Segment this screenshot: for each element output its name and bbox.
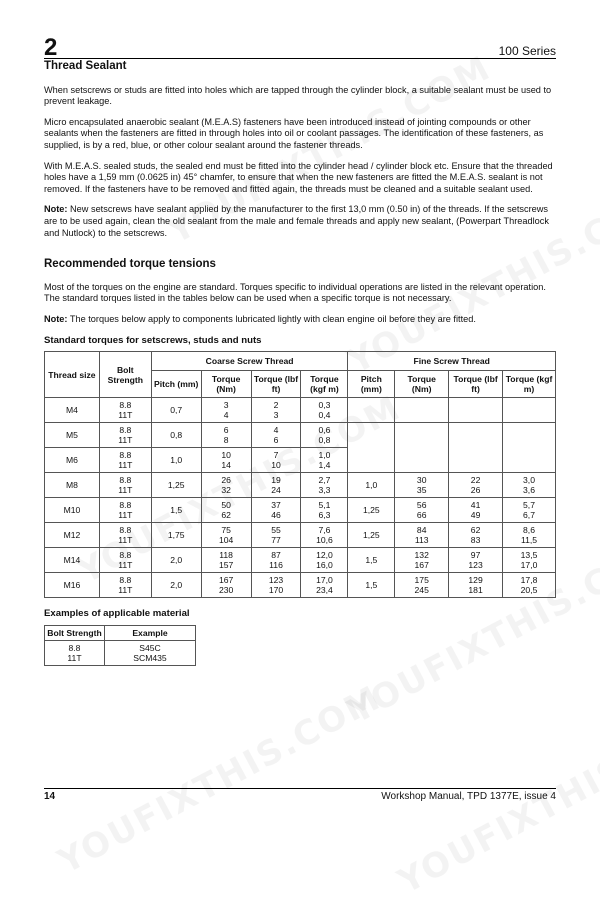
- note-text: New setscrews have sealant applied by the manufacturer to the first 13,0 mm (0.50 in) of the threads. If the setscrews are to be used again, clean the old sealant from the male and female threads and apply new sealant, (Powerpart Threadlock and Nutlock) to the setscrews.: [44, 204, 549, 238]
- note-paragraph: [44, 314, 556, 326]
- cell-coarse-pitch: 0,8: [151, 423, 201, 448]
- material-table: [44, 625, 196, 666]
- cell-coarse-torque-kgf: 7,6 10,6: [301, 523, 348, 548]
- cell-fine-torque-kgf: 8,6 11,5: [503, 523, 556, 548]
- paragraph: Most of the torques on the engine are standard. Torques specific to individual operations are listed in the relevant operation. The standard torques listed in the tables below can be used when a specific torque is not necessary.: [44, 281, 546, 304]
- header-pitch: Pitch (mm): [348, 371, 395, 398]
- cell-fine-pitch: [348, 423, 395, 448]
- cell-fine-torque-lbf: [449, 398, 503, 423]
- note-paragraph: [44, 204, 556, 239]
- chapter-number: 2: [44, 34, 58, 61]
- cell-fine-torque-lbf: 97 123: [449, 548, 503, 573]
- header-torque-lbf: Torque (lbf ft): [251, 371, 301, 398]
- section-title-torque: Recommended torque tensions: [44, 258, 216, 271]
- table-row: [45, 548, 556, 573]
- cell-coarse-torque-kgf: 1,0 1,4: [301, 448, 348, 473]
- cell-coarse-torque-nm: 75 104: [201, 523, 251, 548]
- cell-bolt-strength: 8.8 11T: [45, 640, 105, 665]
- cell-coarse-torque-lbf: 19 24: [251, 473, 301, 498]
- cell-bolt-strength: 8.8 11T: [99, 398, 151, 423]
- note-text: The torques below apply to components lubricated lightly with clean engine oil before they are fitted.: [67, 313, 476, 324]
- cell-bolt-strength: 8.8 11T: [99, 573, 151, 598]
- cell-fine-torque-nm: 56 66: [395, 498, 449, 523]
- cell-coarse-torque-nm: 10 14: [201, 448, 251, 473]
- cell-fine-torque-kgf: 17,8 20,5: [503, 573, 556, 598]
- header-torque-kgf: Torque (kgf m): [503, 371, 556, 398]
- header-coarse-thread: Coarse Screw Thread: [151, 352, 348, 371]
- cell-fine-pitch: 1,0: [348, 473, 395, 498]
- cell-coarse-torque-nm: 6 8: [201, 423, 251, 448]
- cell-thread-size: M12: [45, 523, 100, 548]
- cell-coarse-torque-lbf: 37 46: [251, 498, 301, 523]
- cell-coarse-pitch: 1,75: [151, 523, 201, 548]
- cell-fine-torque-kgf: 5,7 6,7: [503, 498, 556, 523]
- note-label: Note:: [44, 204, 68, 215]
- table-row: [45, 473, 556, 498]
- paragraph: When setscrews or studs are fitted into holes which are tapped through the cylinder block, a suitable sealant must be used to prevent leakage.: [44, 84, 552, 107]
- cell-coarse-torque-lbf: 4 6: [251, 423, 301, 448]
- table-title-torque: Standard torques for setscrews, studs and nuts: [44, 334, 262, 346]
- cell-coarse-torque-kgf: 0,6 0,8: [301, 423, 348, 448]
- cell-fine-pitch: [348, 448, 395, 473]
- paragraph: With M.E.A.S. sealed studs, the sealed end must be fitted into the cylinder head / cylinder block etc. Ensure that the threaded holes have a 1,59 mm (0.0625 in) 45° chamfer, to ensure that when the new fasteners are fitted the M.E.A.S. sealant is not removed. If the fasteners have to be removed and fitted again, the threads must be cleaned and a suitable sealant used.: [44, 160, 553, 194]
- header-torque-nm: Torque (Nm): [201, 371, 251, 398]
- cell-coarse-torque-nm: 167 230: [201, 573, 251, 598]
- watermark: [52, 678, 388, 882]
- header-torque-lbf: Torque (lbf ft): [449, 371, 503, 398]
- paragraph: Micro encapsulated anaerobic sealant (M.E.A.S) fasteners have been introduced instead of jointing compounds or other sealants when the fasteners are fitted in through holes into oil or coolant passages. The identification of these fasteners, as supplied, is by a red, blue, or other colour sealant around the fastener threads.: [44, 116, 544, 150]
- cell-coarse-torque-nm: 50 62: [201, 498, 251, 523]
- cell-coarse-torque-nm: 26 32: [201, 473, 251, 498]
- cell-thread-size: M8: [45, 473, 100, 498]
- torque-table: [44, 351, 556, 598]
- page-number: 14: [44, 791, 56, 802]
- table-row: [45, 398, 556, 423]
- cell-coarse-pitch: 1,0: [151, 448, 201, 473]
- cell-fine-pitch: 1,25: [348, 498, 395, 523]
- cell-coarse-pitch: 2,0: [151, 573, 201, 598]
- cell-coarse-pitch: 2,0: [151, 548, 201, 573]
- cell-fine-torque-lbf: 22 26: [449, 473, 503, 498]
- cell-bolt-strength: 8.8 11T: [99, 448, 151, 473]
- note-label: Note:: [44, 313, 68, 324]
- cell-coarse-pitch: 1,25: [151, 473, 201, 498]
- cell-bolt-strength: 8.8 11T: [99, 423, 151, 448]
- cell-fine-torque-lbf: 129 181: [449, 573, 503, 598]
- table-row: [45, 498, 556, 523]
- cell-coarse-torque-kgf: 5,1 6,3: [301, 498, 348, 523]
- cell-thread-size: M14: [45, 548, 100, 573]
- cell-fine-pitch: 1,25: [348, 523, 395, 548]
- header-pitch: Pitch (mm): [151, 371, 201, 398]
- cell-thread-size: M16: [45, 573, 100, 598]
- header-example: Example: [105, 625, 196, 640]
- cell-coarse-torque-nm: 118 157: [201, 548, 251, 573]
- cell-bolt-strength: 8.8 11T: [99, 523, 151, 548]
- cell-thread-size: M4: [45, 398, 100, 423]
- table-row: [45, 640, 196, 665]
- cell-bolt-strength: 8.8 11T: [99, 548, 151, 573]
- torque-table-body: [45, 398, 556, 598]
- header-torque-kgf: Torque (kgf m): [301, 371, 348, 398]
- cell-fine-torque-nm: 175 245: [395, 573, 449, 598]
- header-bolt-strength: Bolt Strength: [45, 625, 105, 640]
- cell-coarse-torque-lbf: 7 10: [251, 448, 301, 473]
- table-row: [45, 573, 556, 598]
- series-label: 100 Series: [498, 44, 556, 58]
- cell-fine-torque-nm: [395, 398, 449, 423]
- header-thread-size: Thread size: [45, 352, 100, 398]
- section-title-thread-sealant: Thread Sealant: [44, 60, 127, 72]
- cell-coarse-torque-kgf: 0,3 0,4: [301, 398, 348, 423]
- header-torque-nm: Torque (Nm): [395, 371, 449, 398]
- cell-coarse-torque-lbf: 87 116: [251, 548, 301, 573]
- cell-fine-torque-lbf: 41 49: [449, 498, 503, 523]
- cell-fine-pitch: [348, 398, 395, 423]
- cell-coarse-torque-kgf: 12,0 16,0: [301, 548, 348, 573]
- cell-fine-torque-kgf: [503, 448, 556, 473]
- header-fine-thread: Fine Screw Thread: [348, 352, 556, 371]
- cell-coarse-torque-lbf: 55 77: [251, 523, 301, 548]
- table-row: [45, 448, 556, 473]
- table-row: [45, 523, 556, 548]
- table-title-material: Examples of applicable material: [44, 608, 190, 620]
- table-row: [45, 423, 556, 448]
- cell-fine-torque-kgf: [503, 398, 556, 423]
- cell-fine-torque-lbf: [449, 423, 503, 448]
- cell-bolt-strength: 8.8 11T: [99, 498, 151, 523]
- cell-fine-torque-kgf: 13,5 17,0: [503, 548, 556, 573]
- footer-manual-title: Workshop Manual, TPD 1377E, issue 4: [381, 791, 556, 802]
- cell-thread-size: M6: [45, 448, 100, 473]
- page-content: [44, 61, 556, 666]
- header-bolt-strength: Bolt Strength: [99, 352, 151, 398]
- cell-fine-torque-lbf: 62 83: [449, 523, 503, 548]
- cell-coarse-torque-nm: 3 4: [201, 398, 251, 423]
- cell-fine-pitch: 1,5: [348, 548, 395, 573]
- cell-fine-torque-nm: [395, 448, 449, 473]
- cell-coarse-torque-kgf: 17,0 23,4: [301, 573, 348, 598]
- cell-bolt-strength: 8.8 11T: [99, 473, 151, 498]
- cell-coarse-torque-lbf: 2 3: [251, 398, 301, 423]
- footer-rule: [44, 788, 556, 789]
- cell-fine-torque-nm: 84 113: [395, 523, 449, 548]
- cell-thread-size: M10: [45, 498, 100, 523]
- cell-thread-size: M5: [45, 423, 100, 448]
- cell-fine-torque-kgf: [503, 423, 556, 448]
- cell-fine-torque-nm: [395, 423, 449, 448]
- cell-coarse-torque-lbf: 123 170: [251, 573, 301, 598]
- cell-coarse-pitch: 0,7: [151, 398, 201, 423]
- cell-fine-torque-kgf: 3,0 3,6: [503, 473, 556, 498]
- cell-fine-torque-lbf: [449, 448, 503, 473]
- cell-coarse-torque-kgf: 2,7 3,3: [301, 473, 348, 498]
- header-rule: [44, 58, 556, 59]
- cell-fine-pitch: 1,5: [348, 573, 395, 598]
- cell-coarse-pitch: 1,5: [151, 498, 201, 523]
- cell-fine-torque-nm: 30 35: [395, 473, 449, 498]
- cell-fine-torque-nm: 132 167: [395, 548, 449, 573]
- cell-example: S45C SCM435: [105, 640, 196, 665]
